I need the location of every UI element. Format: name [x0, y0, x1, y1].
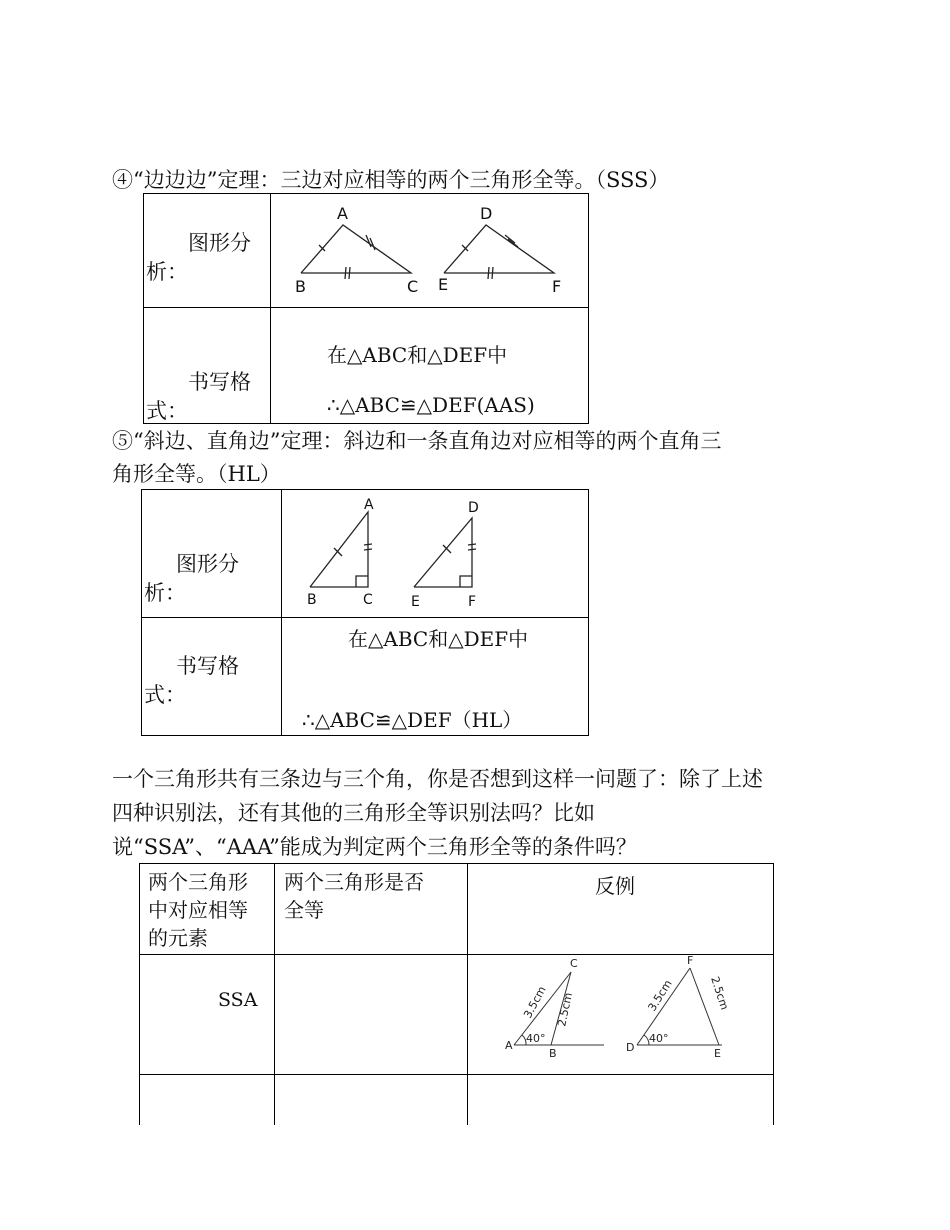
header-congruent-cell [275, 864, 468, 955]
hl-analysis-label-2: 析： [144, 581, 186, 605]
table-row-ssa-congruent[interactable] [275, 955, 468, 1075]
ssa-left-angle: 40° [526, 1032, 546, 1045]
header-elements-cell [140, 864, 275, 955]
hl-figure-cell [282, 490, 589, 618]
ssa-right-side1: 3.5cm [645, 977, 675, 1014]
sss-format-cell [271, 308, 589, 424]
table-row-ssa-figure-cell [468, 955, 774, 1075]
question-line3: 说“SSA”、“AAA”能成为判定两个三角形全等的条件吗？ [112, 835, 637, 859]
hl-point-c: C [363, 592, 373, 608]
header-counterexample-cell [468, 864, 774, 955]
header-elements-line2: 中对应相等 [148, 898, 248, 922]
hl-format-label-1: 书写格 [176, 654, 239, 678]
sss-point-a: A [337, 204, 348, 223]
sss-point-d: D [480, 204, 493, 223]
sss-analysis-label-cell [144, 194, 271, 308]
hl-figure [282, 490, 588, 612]
ssa-left-point-b: B [549, 1047, 557, 1060]
ssa-right-point-e: E [714, 1047, 721, 1060]
sss-format-label-2: 式： [146, 399, 188, 423]
sss-format-line2: ∴△ABC≌△DEF(AAS) [327, 393, 535, 417]
hl-format-line1: 在△ABC和△DEF中 [348, 627, 529, 651]
sss-figure [271, 194, 588, 302]
sss-analysis-label-2: 析： [146, 260, 188, 284]
header-elements-line1: 两个三角形 [148, 870, 248, 894]
ssa-figure [468, 955, 773, 1069]
sss-format-line1: 在△ABC和△DEF中 [327, 343, 508, 367]
hl-format-label-cell [142, 618, 282, 736]
hl-point-a: A [364, 497, 374, 513]
sss-figure-cell [271, 194, 589, 308]
table-row-2-congruent[interactable] [275, 1075, 468, 1125]
sss-point-c: C [407, 277, 419, 296]
question-line2: 四种识别法，还有其他的三角形全等识别法吗？比如 [112, 801, 595, 825]
ssa-right-angle: 40° [649, 1032, 669, 1045]
ssa-right-point-d: D [626, 1041, 635, 1054]
sss-table [143, 193, 589, 424]
table-row-2-figure[interactable] [468, 1075, 774, 1125]
sss-format-label-cell [144, 308, 271, 424]
hl-point-f: F [468, 594, 477, 610]
hl-point-e: E [411, 594, 420, 610]
ssa-left-point-c: C [570, 957, 578, 970]
question-line1: 一个三角形共有三条边与三个角，你是否想到这样一问题了：除了上述 [112, 767, 763, 791]
hl-format-label-2: 式： [144, 683, 186, 707]
hl-analysis-label-1: 图形分 [176, 552, 239, 576]
header-congruent-line2: 全等 [284, 898, 324, 922]
hl-format-cell [282, 618, 589, 736]
table-row-2-element[interactable] [140, 1075, 275, 1125]
hl-analysis-label-cell [142, 490, 282, 618]
sss-point-b: B [295, 277, 306, 296]
header-counterexample: 反例 [595, 874, 635, 898]
sss-analysis-label-1: 图形分 [188, 231, 251, 255]
hl-table [141, 489, 589, 736]
ssa-right-point-f: F [687, 955, 694, 967]
hl-heading-line2: 角形全等。（HL） [112, 462, 281, 486]
ssa-label: SSA [218, 989, 258, 1011]
hl-heading-line1: ⑤“斜边、直角边”定理：斜边和一条直角边对应相等的两个直角三 [112, 429, 722, 453]
sss-heading: ④“边边边”定理：三边对应相等的两个三角形全等。（SSS） [112, 168, 670, 192]
header-elements-line3: 的元素 [148, 926, 208, 950]
table-row-ssa-element [140, 955, 275, 1075]
hl-point-d: D [468, 500, 479, 516]
hl-format-line2: ∴△ABC≌△DEF（HL） [302, 708, 523, 732]
ssa-left-point-a: A [505, 1039, 513, 1052]
sss-point-e: E [438, 275, 449, 294]
ssa-left-side2: 2.5cm [555, 991, 576, 1028]
ssa-left-side1: 3.5cm [521, 984, 549, 1021]
counterexample-table [139, 863, 774, 1125]
header-congruent-line1: 两个三角形是否 [284, 870, 424, 894]
sss-format-label-1: 书写格 [188, 370, 251, 394]
ssa-right-side2: 2.5cm [708, 974, 732, 1012]
sss-point-f: F [552, 277, 562, 296]
hl-point-b: B [307, 592, 317, 608]
